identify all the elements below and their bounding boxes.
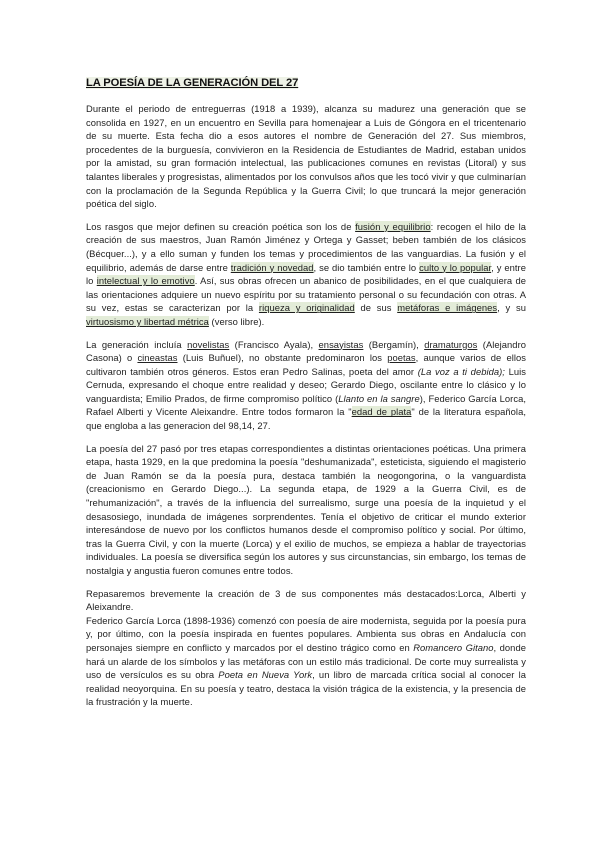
paragraph-generacion — [86, 338, 526, 433]
text-run: , aunque varios de ellos cultivaron también otros géneros. Estos eran Pedro Salinas, poeta del amor — [86, 352, 526, 377]
text-run: . Así, sus obras ofrecen un abanico de posibilidades, en el que cualquiera de las orientaciones adquiere un nuevo espíritu por su tratamiento personal o su fecundación con otras. A su vez, estas se caracterizan por la — [86, 275, 526, 314]
underline-poetas: poetas — [387, 352, 416, 364]
text-run: (verso libre). — [208, 315, 265, 327]
text-run: de sus — [354, 302, 398, 314]
highlight-fusion: fusión y equilibrio — [355, 220, 431, 232]
page-title — [86, 77, 526, 89]
italic-llanto: Llanto en la sangre — [338, 392, 420, 404]
text-run: Los rasgos que mejor definen su creación poética son los de — [86, 220, 356, 232]
text-run: Federico García Lorca (1898-1936) comenzó con poesía de aire modernista, seguida por la poesía pura y, por último, con la poesía inspirada en fuentes populares. Ambienta sus obras en Andalucía con personajes siempre en conflicto y marcados por el destino trágico como en — [86, 614, 526, 653]
paragraph-etapas: La poesía del 27 pasó por tres etapas correspondientes a distintas orientaciones poéticas. Una primera etapa, hasta 1929, en la que predomina la poesía "deshumanizada", esteticista, siguiendo el magisterio de Juan Ramón se da la poesía pura, destaca también la neogongorina, o la vanguardista (creacionismo en Gerardo Diego...). La segunda etapa, de 1929 a la Guerra Civil, es de "rehumanización", a través de la influencia del surrealismo, surge una poesía de la inquietud y el desasosiego, inundada de imágenes sorprendentes. Tenía el objetivo de criticar el mundo exterior interesándose de nuevo por los conflictos humanos desde el compromiso político y social. Por último, tras la Guerra Civil, y con la muerte (Lorca) y el exilio de muchos, se empieza a hablar de trayectorias individuales. La poesía se diversifica según los autores y sus circunstancias, sin embargo, los temas de nostalgia y angustia fueron comunes entre todos. — [86, 442, 526, 576]
highlight-edad-de-plata: edad de plata — [351, 406, 412, 418]
text-run: , y entre lo — [86, 261, 526, 287]
text-run: , donde hará un alarde de los símbolos y las metáforas con un estilo más tradicional. De corte muy surrealista y uso de versículos es su obra — [86, 641, 526, 681]
text-run: (Bergamín), — [363, 338, 425, 350]
underline-cineastas: cineastas — [137, 352, 178, 364]
text-run: (Luis Buñuel), no obstante predominaron los — [177, 352, 388, 364]
text-run: La generación incluía — [86, 338, 188, 350]
page-title-text: LA POESÍA DE LA GENERACIÓN DEL 27 — [86, 77, 299, 89]
text-run: " de la literatura española, que engloba a las generacion del 98,14, 27. — [86, 406, 526, 432]
text-run: , se dio también entre lo — [313, 261, 420, 273]
italic-la-voz: (La voz a ti debida); — [417, 365, 505, 377]
text-run: : recogen el hilo de la creación de sus maestros, Juan Ramón Jiménez y Ortega y Gasset; beben también de los clásicos (Bécquer...), y a ello suman y funden los temas y procedimientos de las vanguardias. La fusión y el equilibrio, además de darse entre — [86, 220, 527, 273]
text-run: , y su — [497, 302, 526, 314]
paragraph-intro: Durante el periodo de entreguerras (1918 a 1939), alcanza su madurez una generación que se consolida en 1927, en un encuentro en Sevilla para homenajear a Luis de Góngora en el tricentenario de su muerte. Esta fecha dio a esos autores el nombre de Generación del 27. Sus miembros, procedentes de la burguesía, convivieron en la Residencia de Estudiantes de Madrid, estaban unidos por la amistad, su gran formación intelectual, las publicaciones comunes en revistas (Litoral) y sus talantes liberales y progresistas, alimentados por los convulsos años que les tocó vivir y que culminarían con la proclamación de la Segunda República y la Guerra Civil; lo que truncará la mejor generación poética del siglo. — [86, 103, 526, 210]
text-run: Luis Cernuda, expresando el choque entre realidad y deseo; Gerardo Diego, oscilante entre lo clásico y lo vanguardista; Emilio Prados, de firme compromiso político ( — [86, 365, 526, 404]
paragraph-rasgos — [86, 220, 526, 329]
text-run: (Alejandro Casona) o — [86, 338, 527, 364]
highlight-tradicion: tradición y novedad — [230, 261, 314, 273]
text-run: (Francisco Ayala), — [229, 338, 319, 350]
underline-novelistas: novelistas — [187, 338, 230, 350]
highlight-culto: culto y lo popular — [419, 261, 492, 273]
highlight-virtuosismo: virtuosismo y libertad métrica — [86, 315, 209, 327]
underline-dramaturgos: dramaturgos — [424, 338, 478, 350]
underline-ensayistas: ensayistas — [318, 338, 364, 350]
italic-romancero: Romancero Gitano — [413, 641, 494, 653]
highlight-intelectual: intelectual y lo emotivo — [96, 275, 195, 287]
text-run: , un libro de marcada crítica social al conocer la realidad neoyorquina. En su poesía y teatro, destaca la visión trágica de la existencia, y la presencia de la frustración y la muerte. — [86, 669, 527, 708]
paragraph-lorca — [86, 614, 526, 709]
highlight-metaforas: metáforas e imágenes — [397, 302, 498, 314]
highlight-riqueza: riqueza y originalidad — [258, 302, 355, 314]
italic-poeta-ny: Poeta en Nueva York — [218, 669, 313, 681]
text-run: ), Federico García Lorca, Rafael Alberti y Vicente Aleixandre. Entre todos formaron la " — [86, 392, 526, 418]
paragraph-repaso: Repasaremos brevemente la creación de 3 de sus componentes más destacados:Lorca, Alberti y Aleixandre. — [86, 587, 526, 613]
